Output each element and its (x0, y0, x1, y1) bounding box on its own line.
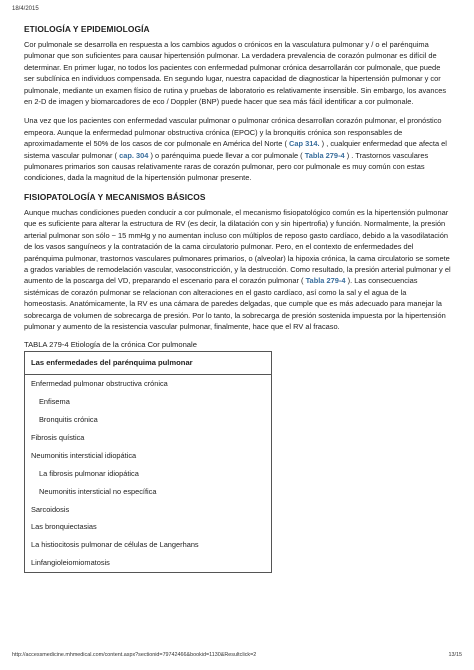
table-row: Sarcoidosis (31, 504, 70, 514)
paragraph-etiology-2 (24, 115, 452, 183)
table-row: Fibrosis quística (31, 433, 85, 443)
table-header: Las enfermedades del parénquima pulmonar (25, 352, 271, 375)
section-title-pathophysiology: FISIOPATOLOGÍA Y MECANISMOS BÁSICOS (24, 191, 206, 202)
link-tabla-279-4-b[interactable]: Tabla 279-4 (305, 276, 346, 286)
table-row: Las bronquiectasias (31, 522, 97, 532)
table-row: Enfermedad pulmonar obstructiva crónica (31, 379, 168, 389)
table-row: Enfisema (39, 397, 70, 407)
document-page (24, 24, 452, 573)
paragraph-etiology-1: Cor pulmonale se desarrolla en respuesta a los cambios agudos o crónicos en la vasculatura pulmonar y / o el parénquima pulmonar que son suficientes para causar hipertensión pulmonar. La verdadera prevalencia de corazón pulmonar es difícil de determinar. En primer lugar, no todos los pacientes con enfermedad pulmonar crónica desarrollarán cor pulmonale, que puede ser subclínica en individuos compensada. En segundo lugar, nuestra capacidad de diagnosticar la hipertensión pulmonar y cor pulmonale, mediante un examen físico de rutina y pruebas de laboratorio es relativamente insensible. Sin embargo, los avances en 2-D de imagen y biomarcadores de eco / Doppler (BNP) puede hacer que sea más fácil identificar a cor pulmonale. (24, 40, 447, 107)
paragraph-pathophysiology (24, 207, 452, 332)
text-segment: ) o parénquima puede llevar a cor pulmonale ( (148, 150, 305, 160)
link-tabla-279-4[interactable]: Tabla 279-4 (304, 150, 345, 160)
table-row: La histiocitosis pulmonar de células de Langerhans (31, 540, 199, 550)
etiology-table (24, 351, 272, 573)
footer-url: http://accessmedicine.mhmedical.com/content.aspx?sectionid=79742466&bookid=1130&Resultclick=2 (12, 652, 257, 658)
text-segment: Aunque muchas condiciones pueden conducir a cor pulmonale, el mecanismo fisiopatológico común es la hipertensión pulmonar que es suficiente para alterar la estructura de RV (es decir, la dilatación con y sin hipertrofia) y función. Normalmente, la presión arterial pulmonar son sólo ~ 15 mmHg y no aumentan incluso con múltiplos de reposo gasto cardíaco, debido a la vasodilatación de los vasos sanguíneos y la contratación de la cama circulatorio pulmonar. Pero, en el contexto de enfermedades del parénquima pulmonar, trastornos vasculares pulmonares primarios, o (alveolar) la hipoxia crónica, la cama circulatorio se somete a grados variables de remodelación vascular, vasoconstricción, y la destrucción. Como resultado, la presión arterial pulmonar y el aumento de la poscarga del VD, preparando el escenario para el corazón pulmonar ( (24, 207, 451, 286)
print-date: 18/4/2015 (12, 6, 39, 12)
text-segment: ) . Trastornos vasculares pulmonares primarios son causas relativamente raras de corazón pulmonar, pero cor pulmonale es muy común con estas condiciones, dada la magnitud de la hipertensión pulmonar presente. (24, 150, 429, 183)
text-segment: Una vez que los pacientes con enfermedad vascular pulmonar o pulmonar crónica desarrollan corazón pulmonar, el pronóstico empeora. Aunque la enfermedad pulmonar obstructiva crónica (EPOC) y la bronquitis crónica son responsables de aproximadamente el 50% de los casos de cor pulmonale en América del Norte ( (24, 116, 442, 149)
table-row: Neumonitis intersticial idiopática (31, 450, 137, 460)
link-cap-304[interactable]: cap. 304 (119, 150, 149, 160)
link-cap-314[interactable]: Cap 314. (289, 139, 320, 149)
table-body (25, 375, 271, 572)
table-row: La fibrosis pulmonar idiopática (39, 468, 139, 478)
table-row: Bronquitis crónica (39, 415, 98, 425)
text-segment: ) , cualquier enfermedad que afecta el sistema vascular pulmonar ( (24, 139, 447, 160)
table-row: Linfangioleiomiomatosis (31, 558, 110, 568)
section-title-etiology: ETIOLOGÍA Y EPIDEMIOLOGÍA (24, 24, 150, 34)
page-number: 13/15 (448, 652, 462, 658)
table-caption: TABLA 279-4 Etiología de la crónica Cor pulmonale (24, 340, 197, 350)
table-row: Neumonitis intersticial no específica (39, 486, 157, 496)
text-segment: ). Las consecuencias sistémicas de corazón pulmonar se relacionan con alteraciones en el gasto cardíaco, así como la sal y el agua de la homeostasis. Anatómicamente, la RV es una cámara de paredes delgadas, que cumple que es más adecuado para manejar la sobrecarga de volumen de sobrecarga de presión. Por lo tanto, la sobrecarga de presión sostenida impuesta por la hipertensión pulmonar y aumento de la resistencia vascular pulmonar, finalmente, hace que el RV al fracaso. (24, 276, 446, 331)
